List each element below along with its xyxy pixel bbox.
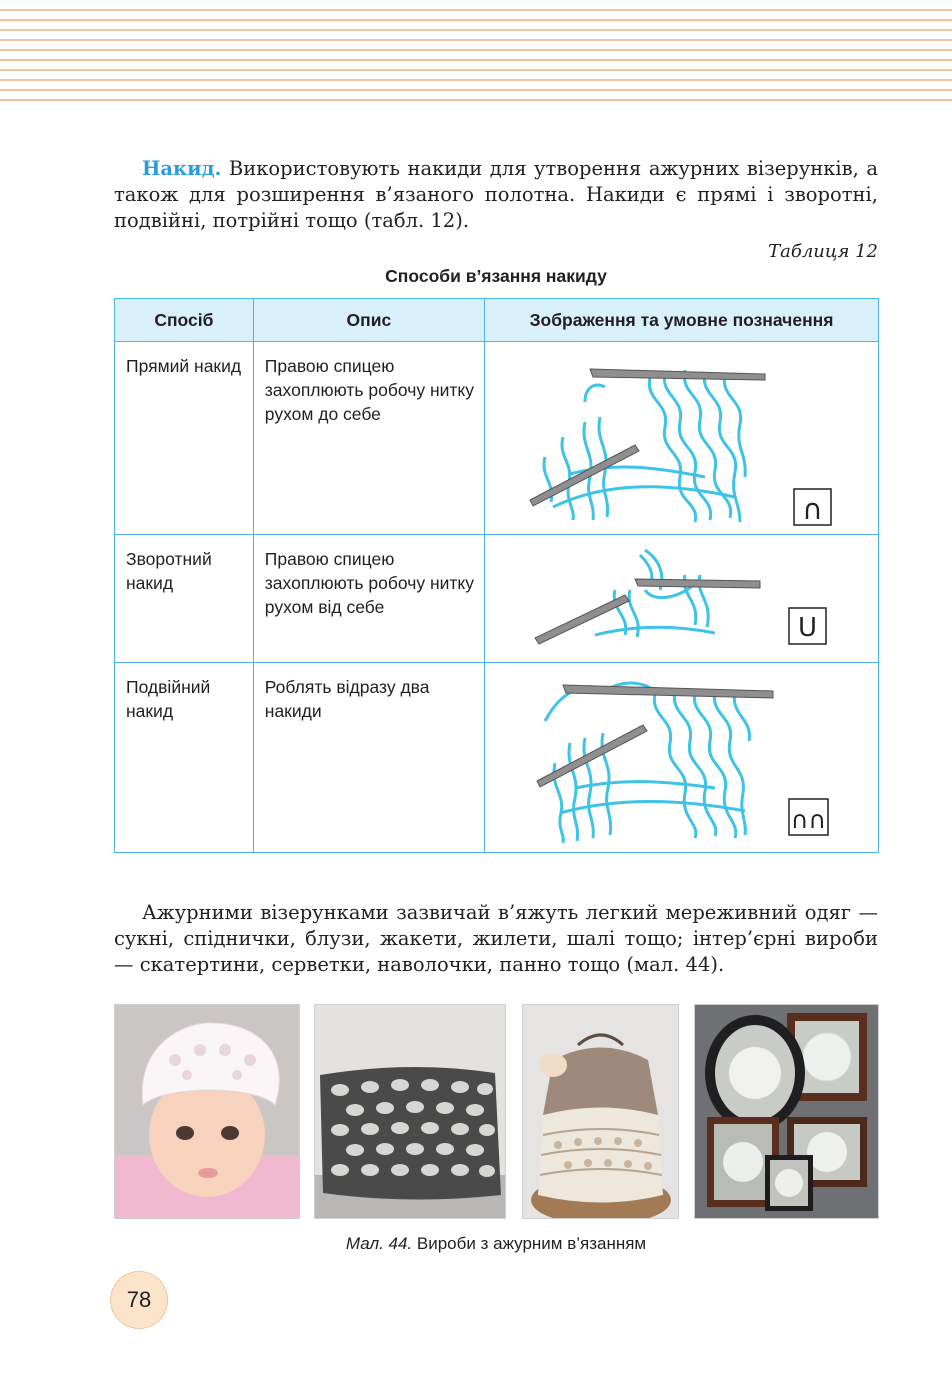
intro-paragraph [114,156,878,234]
double-yarn-over-symbol: ∩∩ [790,806,827,834]
method-cell: Зворотний накид [115,535,254,663]
baby-in-lace-hat-photo [114,1004,300,1219]
openwork-paragraph-text: Ажурними візерунками зазвичай в’яжуть легкий мереживний одяг — сукні, спіднички, блузи, жакети, жилети, шалі тощо; інтер’єрні вироби — скатертини, серветки, наволочки, панно тощо (мал. 44). [114,901,878,976]
page-number: 78 [110,1271,168,1329]
header-method: Спосіб [115,299,254,342]
table-row [115,663,879,853]
description-cell: Правою спицею захоплюють робочу нитку рухом до себе [253,342,484,535]
lace-pouch-photo [522,1004,679,1219]
method-cell: Прямий накид [115,342,254,535]
table-title: Способи в’язання накиду [385,266,607,286]
figure-caption [114,1234,878,1254]
figure-44-photos [114,1004,878,1218]
figure-label: Мал. 44. [345,1234,413,1253]
intro-paragraph-text: Використовують накиди для утворення ажурних візерунків, а також для розширення в’язаного полотна. Накиди є прямі і зворотні, подвійні, потрійні тощо (табл. 12). [114,157,878,232]
framed-doilies-photo [694,1004,879,1219]
straight-yarn-over-diagram [485,342,877,534]
straight-yarn-over-symbol: ∩ [802,493,823,526]
header-decoration-lines [0,0,952,104]
header-image: Зображення та умовне позначення [485,299,879,342]
image-cell [485,535,879,663]
openwork-paragraph [114,900,878,978]
double-yarn-over-diagram [485,663,877,852]
description-cell: Роблять відразу два накиди [253,663,484,853]
description-cell: Правою спицею захоплюють робочу нитку рухом від себе [253,535,484,663]
openwork-pillow-photo [314,1004,506,1219]
reverse-yarn-over-symbol: U [797,613,818,643]
table-row [115,342,879,535]
keyword-nakyd: Накид. [142,157,222,180]
image-cell [485,663,879,853]
table-number: Таблиця 12 [768,241,878,262]
yarn-over-methods-table [114,298,879,853]
table-row [115,535,879,663]
header-description: Опис [253,299,484,342]
image-cell [485,342,879,535]
reverse-yarn-over-diagram [485,535,877,662]
figure-caption-text: Вироби з ажурним в’язанням [412,1234,647,1253]
table-header-row [115,299,879,342]
method-cell: Подвійний накид [115,663,254,853]
